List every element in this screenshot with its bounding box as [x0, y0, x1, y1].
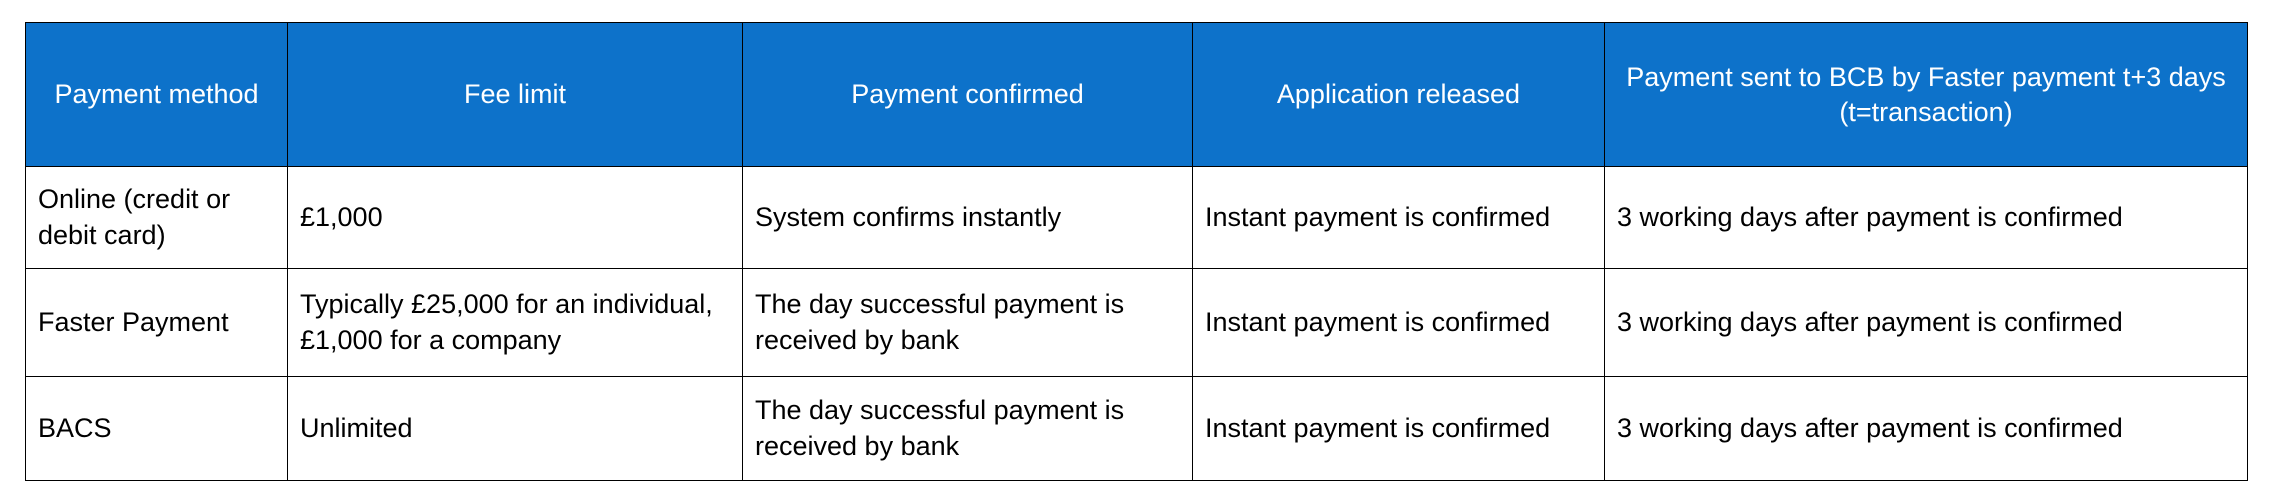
cell-payment-method: Online (credit or debit card): [26, 167, 288, 269]
cell-payment-sent: 3 working days after payment is confirmed: [1605, 167, 2248, 269]
table-row: [26, 377, 2248, 481]
cell-payment-sent: 3 working days after payment is confirmed: [1605, 269, 2248, 377]
table-row: [26, 167, 2248, 269]
cell-fee-limit: Typically £25,000 for an individual, £1,000 for a company: [288, 269, 743, 377]
cell-application-released: Instant payment is confirmed: [1193, 377, 1605, 481]
cell-payment-sent: 3 working days after payment is confirmed: [1605, 377, 2248, 481]
cell-payment-confirmed: System confirms instantly: [743, 167, 1193, 269]
cell-fee-limit: Unlimited: [288, 377, 743, 481]
cell-payment-method: Faster Payment: [26, 269, 288, 377]
table-header: [26, 23, 2248, 167]
table-row: [26, 269, 2248, 377]
cell-payment-confirmed: The day successful payment is received by bank: [743, 269, 1193, 377]
column-header-payment-method: Payment method: [26, 23, 288, 167]
cell-fee-limit: £1,000: [288, 167, 743, 269]
table-body: [26, 167, 2248, 481]
column-header-payment-sent-to-bcb: Payment sent to BCB by Faster payment t+3 days (t=transaction): [1605, 23, 2248, 167]
column-header-payment-confirmed: Payment confirmed: [743, 23, 1193, 167]
payment-methods-table: [25, 22, 2248, 481]
column-header-application-released: Application released: [1193, 23, 1605, 167]
column-header-fee-limit: Fee limit: [288, 23, 743, 167]
cell-application-released: Instant payment is confirmed: [1193, 269, 1605, 377]
payment-methods-table-container: [25, 22, 2247, 481]
table-header-row: [26, 23, 2248, 167]
cell-application-released: Instant payment is confirmed: [1193, 167, 1605, 269]
cell-payment-confirmed: The day successful payment is received by bank: [743, 377, 1193, 481]
cell-payment-method: BACS: [26, 377, 288, 481]
